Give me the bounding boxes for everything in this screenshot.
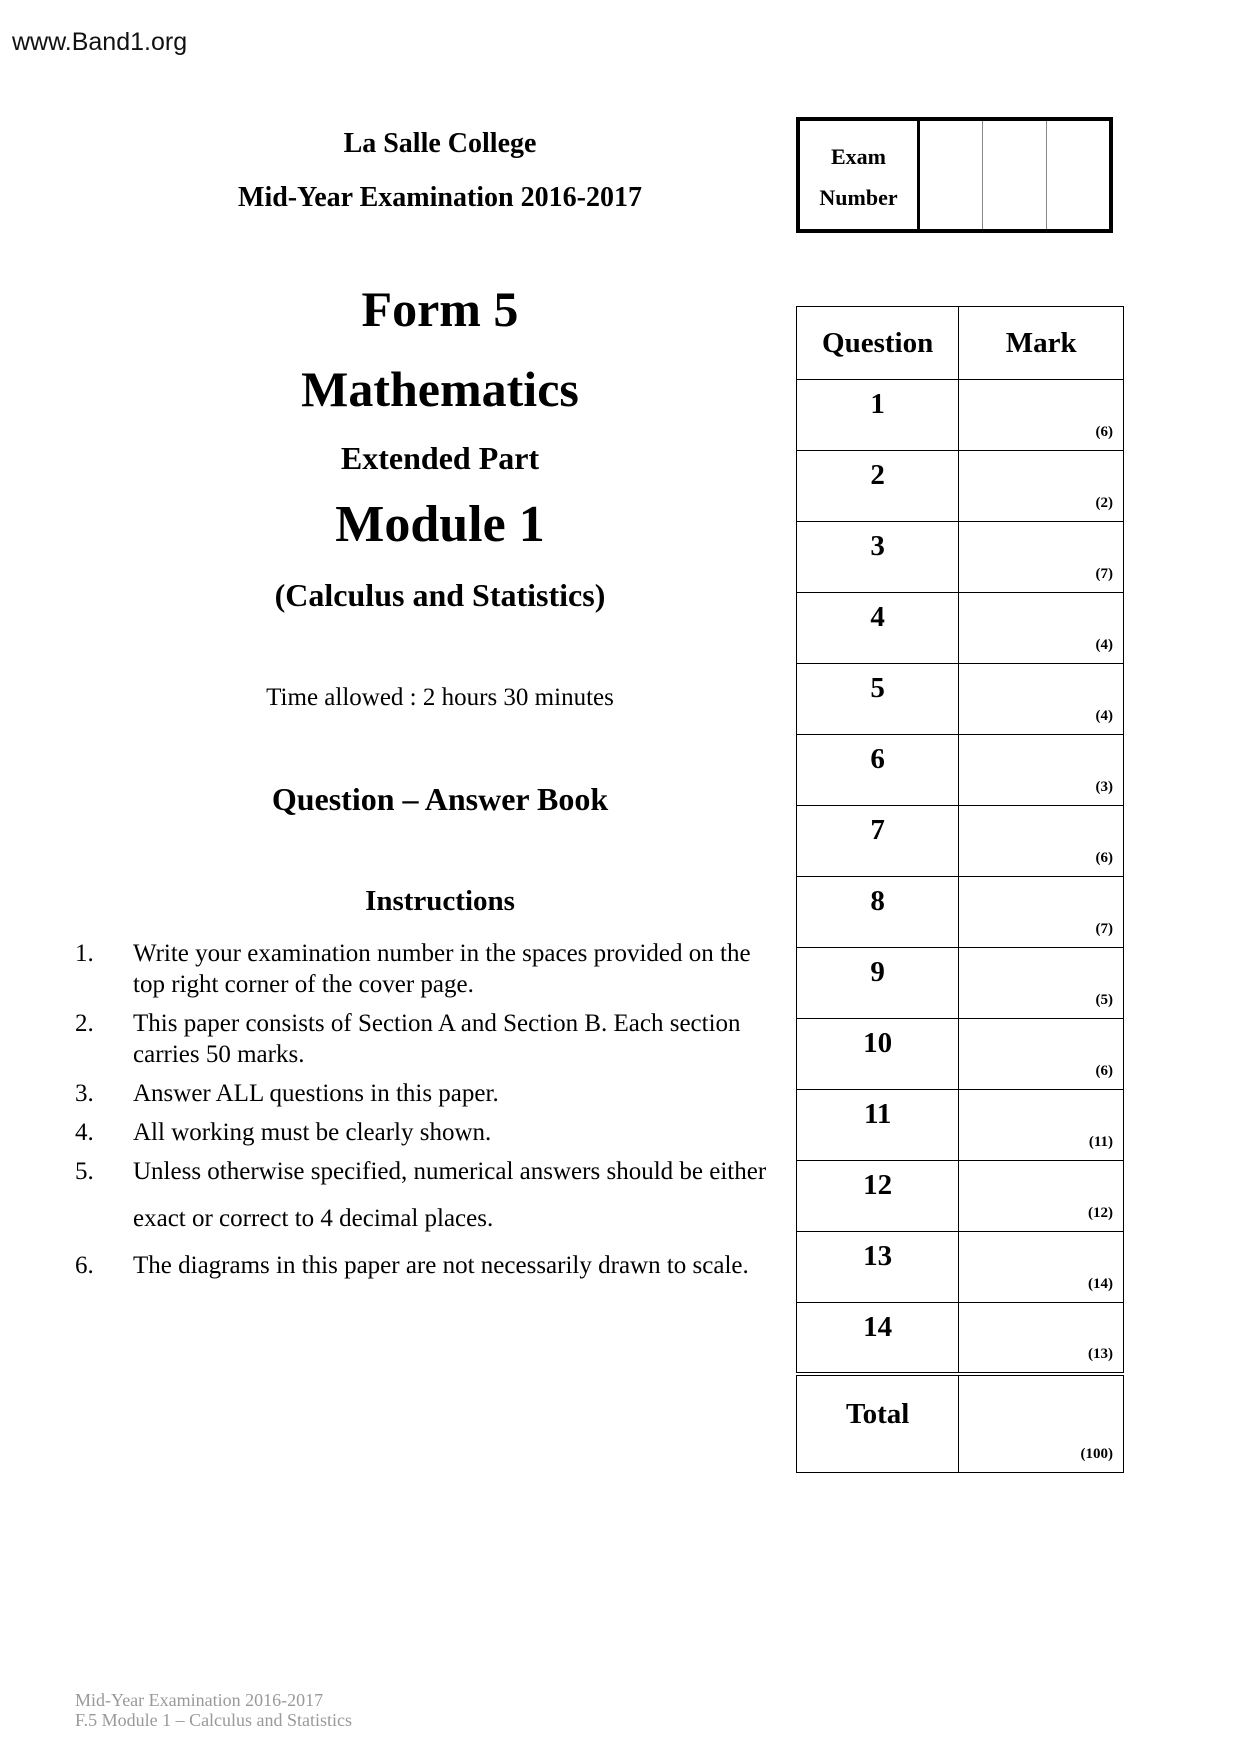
max-mark: (6) — [1095, 424, 1113, 440]
total-label: Total — [797, 1374, 959, 1473]
mark-cell[interactable] — [959, 664, 1124, 735]
mark-column-header: Mark — [959, 307, 1124, 380]
module-title: Module 1 — [335, 496, 545, 553]
question-number: 12 — [797, 1161, 959, 1232]
instruction-number: 6. — [75, 1252, 94, 1279]
instruction-text: This paper consists of Section A and Section B. Each section carries 50 marks. — [133, 1010, 741, 1068]
mark-cell[interactable] — [959, 593, 1124, 664]
question-number: 14 — [797, 1303, 959, 1374]
instruction-item — [60, 1008, 780, 1070]
question-number: 5 — [797, 664, 959, 735]
school-name: La Salle College — [343, 128, 537, 159]
mark-cell[interactable] — [959, 1303, 1124, 1374]
instruction-number: 3. — [75, 1080, 94, 1107]
mark-cell[interactable] — [959, 735, 1124, 806]
footer-line-2: F.5 Module 1 – Calculus and Statistics — [75, 1710, 353, 1730]
question-number: 9 — [797, 948, 959, 1019]
instruction-text: Write your examination number in the spaces provided on the top right corner of the cover page. — [133, 940, 751, 998]
marks-row — [797, 451, 1124, 522]
instruction-item — [60, 1117, 780, 1148]
instruction-item — [60, 1078, 780, 1109]
marks-row — [797, 948, 1124, 1019]
question-number: 4 — [797, 593, 959, 664]
question-number: 3 — [797, 522, 959, 593]
marks-row — [797, 1232, 1124, 1303]
book-title: Question – Answer Book — [271, 781, 609, 817]
instructions-heading: Instructions — [365, 885, 515, 917]
marks-table-body — [797, 380, 1124, 1473]
mark-cell[interactable] — [959, 806, 1124, 877]
total-mark-cell[interactable] — [959, 1374, 1124, 1473]
exam-number-label-line1: Exam — [831, 144, 886, 169]
question-number: 10 — [797, 1019, 959, 1090]
total-row — [797, 1374, 1124, 1473]
max-mark: (4) — [1095, 708, 1113, 724]
marks-row — [797, 380, 1124, 451]
question-number: 8 — [797, 877, 959, 948]
mark-cell[interactable] — [959, 522, 1124, 593]
exam-number-cell[interactable] — [1047, 121, 1109, 229]
subject-title: Mathematics — [301, 361, 579, 417]
page-footer — [75, 1690, 352, 1730]
instruction-number: 1. — [75, 940, 94, 967]
max-mark: (6) — [1095, 850, 1113, 866]
instruction-item — [60, 938, 780, 1000]
question-number: 2 — [797, 451, 959, 522]
instruction-text: All working must be clearly shown. — [133, 1119, 492, 1146]
marks-row — [797, 1019, 1124, 1090]
mark-cell[interactable] — [959, 877, 1124, 948]
instruction-text: The diagrams in this paper are not necessarily drawn to scale. — [133, 1252, 749, 1279]
marks-row — [797, 593, 1124, 664]
instruction-item — [60, 1250, 780, 1281]
question-column-header: Question — [797, 307, 959, 380]
part-title: Extended Part — [340, 440, 540, 476]
form-level: Form 5 — [361, 281, 519, 337]
mark-cell[interactable] — [959, 1232, 1124, 1303]
max-mark: (7) — [1095, 566, 1113, 582]
marks-row — [797, 1303, 1124, 1374]
marks-table-header — [797, 307, 1124, 380]
max-mark: (4) — [1095, 637, 1113, 653]
marks-row — [797, 1090, 1124, 1161]
instructions-list — [60, 938, 780, 1281]
instruction-text: Unless otherwise specified, numerical answers should be either exact or correct to 4 decimal places. — [133, 1158, 767, 1232]
max-mark: (12) — [1088, 1205, 1113, 1221]
max-mark: (6) — [1095, 1063, 1113, 1079]
mark-cell[interactable] — [959, 948, 1124, 1019]
instruction-number: 4. — [75, 1119, 94, 1146]
instruction-text: Answer ALL questions in this paper. — [133, 1080, 499, 1107]
max-mark: (2) — [1095, 495, 1113, 511]
exam-number-cell[interactable] — [983, 121, 1046, 229]
mark-cell[interactable] — [959, 1161, 1124, 1232]
exam-title: Mid-Year Examination 2016-2017 — [238, 182, 642, 213]
marks-row — [797, 735, 1124, 806]
question-number: 6 — [797, 735, 959, 806]
question-number: 11 — [797, 1090, 959, 1161]
marks-row — [797, 877, 1124, 948]
mark-cell[interactable] — [959, 1019, 1124, 1090]
mark-cell[interactable] — [959, 451, 1124, 522]
exam-number-label-line2: Number — [819, 185, 898, 210]
time-allowed: Time allowed : 2 hours 30 minutes — [266, 684, 614, 711]
module-topic: (Calculus and Statistics) — [274, 577, 606, 613]
exam-number-box — [796, 117, 1113, 233]
instruction-number: 2. — [75, 1010, 94, 1037]
instruction-number: 5. — [75, 1158, 94, 1185]
mark-cell[interactable] — [959, 1090, 1124, 1161]
question-number: 7 — [797, 806, 959, 877]
max-mark: (7) — [1095, 921, 1113, 937]
max-mark: (13) — [1088, 1345, 1113, 1362]
marks-row — [797, 664, 1124, 735]
max-mark: (14) — [1088, 1276, 1113, 1292]
total-max-mark: (100) — [1080, 1446, 1113, 1462]
mark-cell[interactable] — [959, 380, 1124, 451]
question-number: 1 — [797, 380, 959, 451]
footer-line-1: Mid-Year Examination 2016-2017 — [75, 1690, 324, 1710]
question-number: 13 — [797, 1232, 959, 1303]
marks-row — [797, 806, 1124, 877]
max-mark: (5) — [1095, 992, 1113, 1008]
watermark-url: www.Band1.org — [12, 28, 188, 56]
exam-number-label — [800, 121, 920, 229]
max-mark: (11) — [1088, 1134, 1113, 1150]
instruction-item — [60, 1156, 780, 1242]
marks-row — [797, 522, 1124, 593]
max-mark: (3) — [1095, 779, 1113, 795]
marks-row — [797, 1161, 1124, 1232]
exam-number-cell[interactable] — [920, 121, 983, 229]
marks-table — [796, 306, 1124, 1473]
